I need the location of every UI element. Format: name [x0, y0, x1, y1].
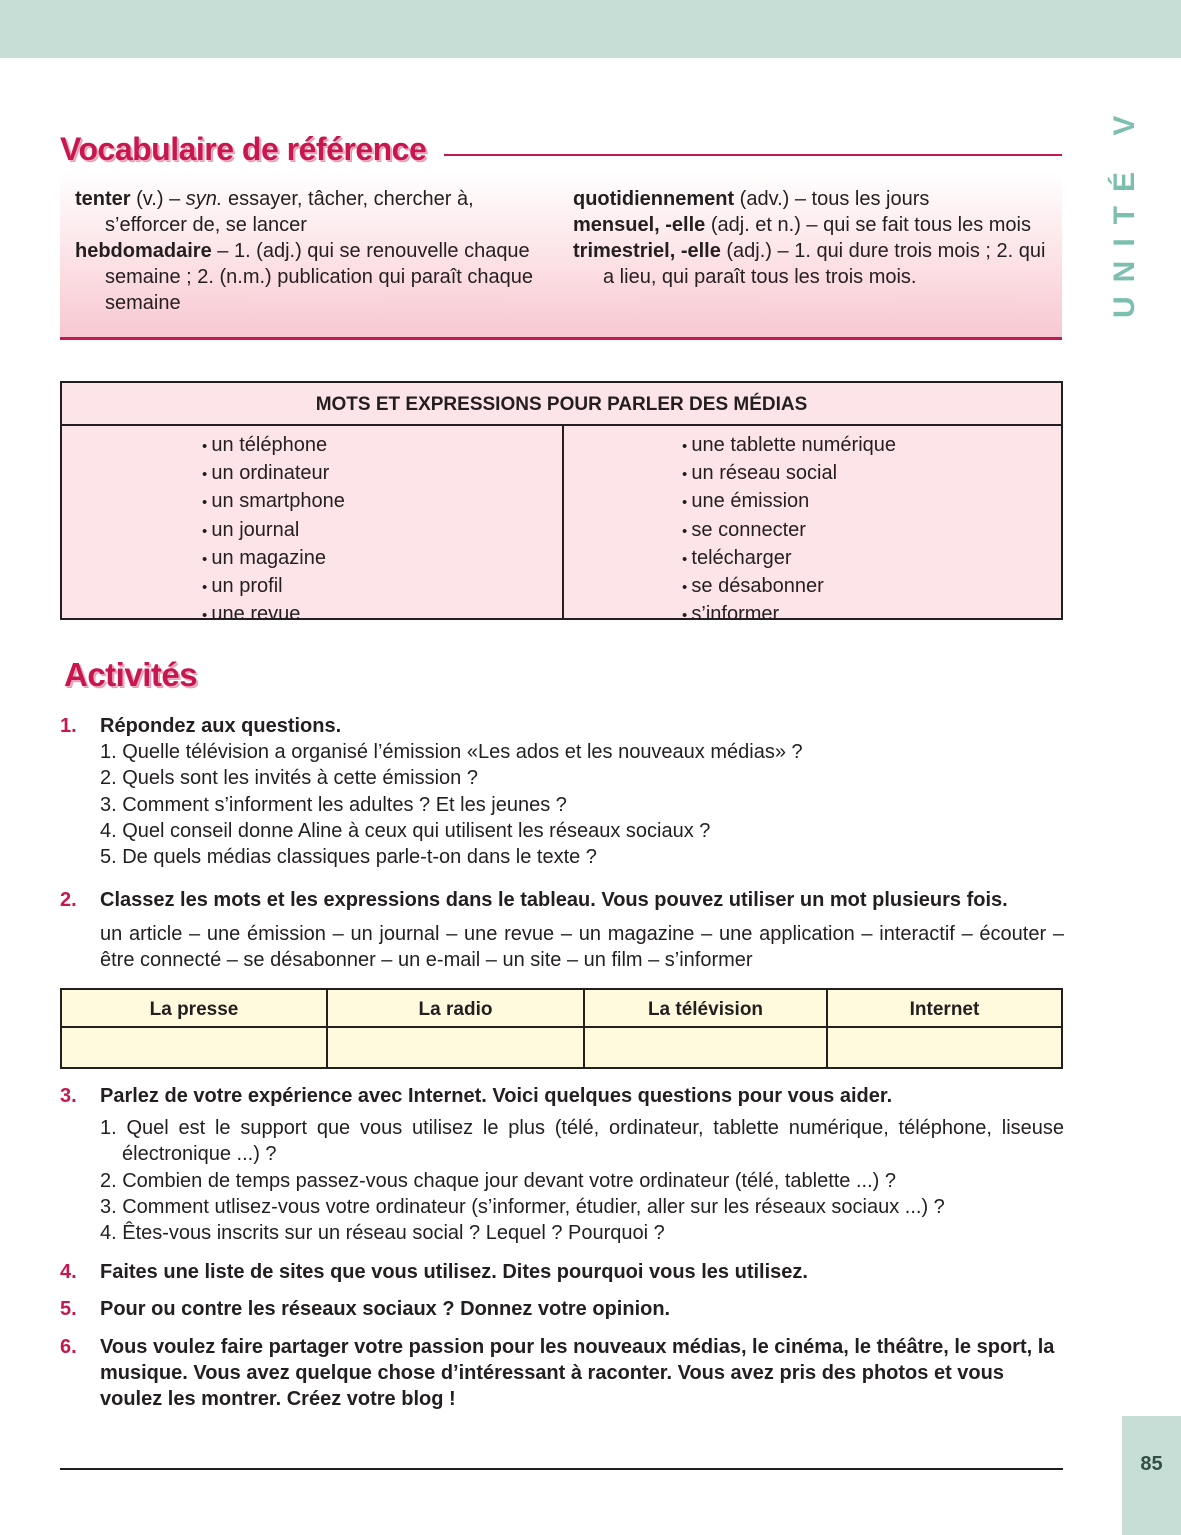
answer-cell[interactable]	[828, 1028, 1061, 1067]
list-item: • un réseau social	[682, 460, 1061, 488]
vocab-entry-tenter	[75, 186, 550, 238]
top-band	[0, 0, 1181, 58]
classification-table	[60, 988, 1063, 1069]
unit-label: UNITÉ V	[1108, 101, 1141, 319]
activity-number: 6.	[60, 1336, 77, 1358]
activity-question: Parlez de votre expérience avec Internet. Voici quelques questions pour vous aider.	[100, 1085, 893, 1107]
list-item: • une tablette numérique	[682, 432, 1061, 460]
vocab-title-rule	[444, 154, 1062, 156]
vocab-term: trimestriel, -elle	[573, 240, 721, 262]
activity-number: 3.	[60, 1085, 77, 1107]
list-item: • un magazine	[202, 545, 562, 573]
list-item: • se désabonner	[682, 573, 1061, 601]
activity-number: 4.	[60, 1261, 77, 1283]
activity-question: Pour ou contre les réseaux sociaux ? Donnez votre opinion.	[100, 1298, 671, 1320]
vocab-left-column	[75, 186, 550, 316]
vocab-title: Vocabulaire de référence	[60, 131, 427, 167]
vocab-right-column	[573, 186, 1053, 290]
media-vocabulary-table	[60, 381, 1063, 626]
bottom-rule	[60, 1468, 1063, 1470]
answer-cell[interactable]	[585, 1028, 828, 1067]
word-bank: un article – une émission – un journal – une revue – un magazine – une application – interactif – écouter – être connecté – se désabonner – un e-mail – un site – un film – s’informer	[100, 923, 1064, 972]
column-header: La radio	[328, 990, 585, 1028]
list-item: • telécharger	[682, 545, 1061, 573]
sub-question: 4. Quel conseil donne Aline à ceux qui utilisent les réseaux sociaux ?	[100, 819, 711, 842]
column-header: La télévision	[585, 990, 828, 1028]
vocab-entry-quotidiennement	[573, 186, 1053, 212]
column-header: Internet	[828, 990, 1061, 1028]
sub-question: 1. Quel est le support que vous utilisez le plus (télé, ordinateur, tablette numérique, téléphone, liseuse électronique ...) ?	[100, 1117, 1064, 1166]
sub-question: 1. Quelle télévision a organisé l’émission «Les ados et les nouveaux médias» ?	[100, 741, 803, 764]
media-column-right	[566, 426, 1061, 626]
list-item: • une émission	[682, 488, 1061, 516]
sub-questions	[100, 1115, 1064, 1246]
vocab-term: mensuel, -elle	[573, 214, 706, 236]
list-item: • se connecter	[682, 517, 1061, 545]
media-column-left	[62, 426, 564, 626]
activity-number: 1.	[60, 715, 77, 737]
vocab-def: essayer, tâcher, chercher à, s’efforcer de, se lancer	[105, 188, 474, 236]
list-item: • un smartphone	[202, 488, 562, 516]
activity-6	[60, 1334, 1064, 1413]
media-table-header: MOTS ET EXPRESSIONS POUR PARLER DES MÉDIAS	[62, 383, 1061, 426]
vocab-term: tenter	[75, 188, 131, 210]
vocab-term: quotidiennement	[573, 188, 735, 210]
vocab-entry-hebdomadaire	[75, 238, 550, 316]
activity-question: Vous voulez faire partager votre passion pour les nouveaux médias, le cinéma, le théâtre, le sport, la musique. Vous avez quelque chose d’intéressant à raconter. Vous avez pris des photos et vous voulez les montrer. Créez votre blog !	[100, 1336, 1055, 1411]
vocab-entry-trimestriel	[573, 238, 1053, 290]
list-item: • un téléphone	[202, 432, 562, 460]
list-item: • un journal	[202, 517, 562, 545]
column-header: La presse	[62, 990, 328, 1028]
sub-question: 2. Quels sont les invités à cette émission ?	[100, 767, 478, 790]
answer-cell[interactable]	[62, 1028, 328, 1067]
sub-question: 3. Comment utlisez-vous votre ordinateur (s’informer, étudier, aller sur les réseaux sociaux ...) ?	[100, 1195, 945, 1218]
activity-number: 2.	[60, 889, 77, 911]
vocab-def: (v.) –	[130, 188, 186, 210]
activity-question: Répondez aux questions.	[100, 715, 342, 737]
sub-question: 2. Combien de temps passez-vous chaque jour devant votre ordinateur (télé, tablette ...) ?	[100, 1169, 896, 1192]
activity-number: 5.	[60, 1298, 77, 1320]
sub-question: 4. Êtes-vous inscrits sur un réseau social ? Lequel ? Pourquoi ?	[100, 1222, 665, 1245]
answer-cell[interactable]	[328, 1028, 585, 1067]
activity-question: Classez les mots et les expressions dans le tableau. Vous pouvez utiliser un mot plusieurs fois.	[100, 889, 1008, 911]
activities-title: Activités	[64, 656, 198, 693]
vocab-entry-mensuel	[573, 212, 1053, 238]
activity-3	[60, 1083, 1064, 1246]
list-item: • un profil	[202, 573, 562, 601]
vocab-def: (adv.) – tous les jours	[734, 188, 930, 210]
activity-question: Faites une liste de sites que vous utilisez. Dites pourquoi vous les utilisez.	[100, 1261, 808, 1283]
vocab-syn: syn.	[185, 188, 223, 210]
activity-2	[60, 887, 1064, 974]
vocab-def: (adj.) – 1. qui dure trois mois ; 2. qui a lieu, qui paraît tous les trois mois.	[603, 240, 1046, 288]
vocab-box	[60, 172, 1062, 340]
list-item: • s’informer	[682, 601, 1061, 629]
activity-1	[60, 713, 1064, 870]
vocab-def: (adj. et n.) – qui se fait tous les mois	[705, 214, 1031, 236]
activity-5	[60, 1296, 1064, 1322]
list-item: • une revue	[202, 601, 562, 629]
vocab-term: hebdomadaire	[75, 240, 212, 262]
list-item: • un ordinateur	[202, 460, 562, 488]
sub-questions	[100, 739, 1064, 870]
activity-4	[60, 1259, 1064, 1285]
sub-question: 5. De quels médias classiques parle-t-on dans le texte ?	[100, 846, 597, 869]
vocab-def: – 1. (adj.) qui se renouvelle chaque semaine ; 2. (n.m.) publication qui paraît chaque semaine	[105, 240, 534, 314]
page-number: 85	[1140, 1453, 1163, 1475]
sub-question: 3. Comment s’informent les adultes ? Et les jeunes ?	[100, 793, 567, 816]
